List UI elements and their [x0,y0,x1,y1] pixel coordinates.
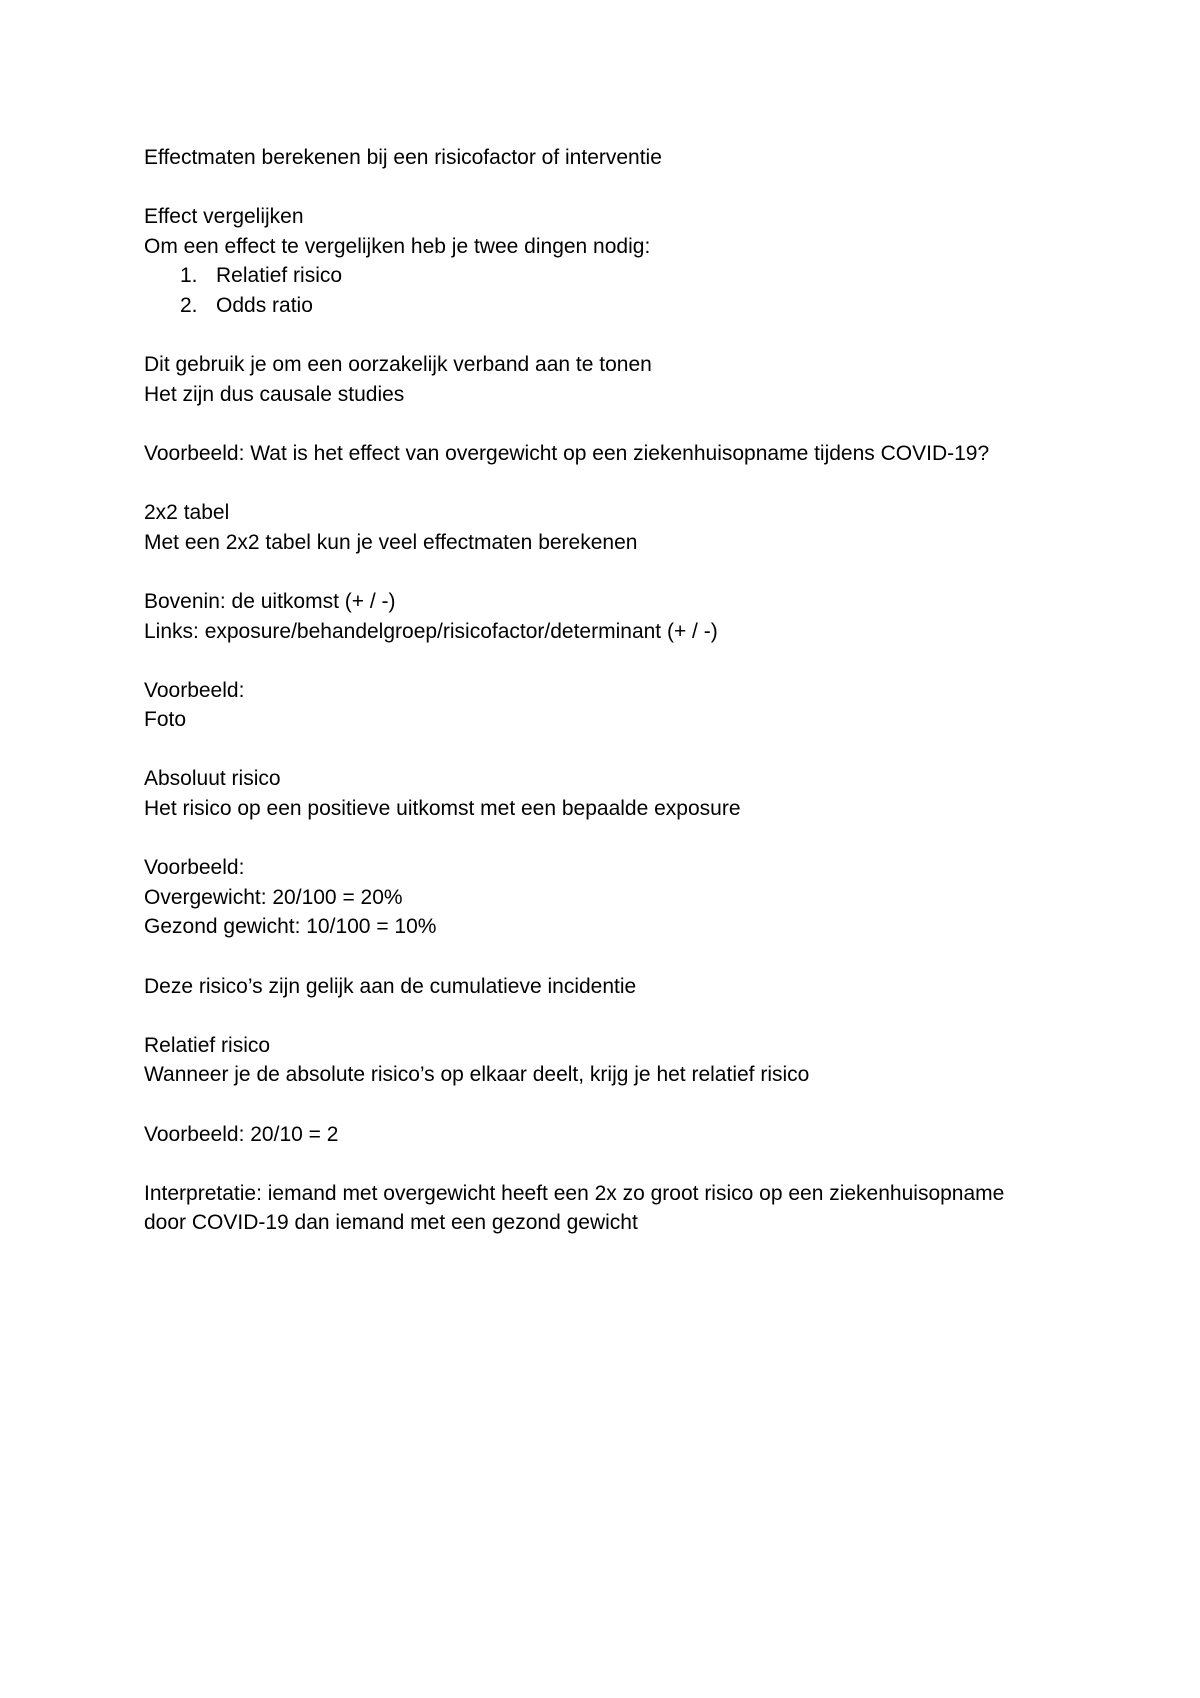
paragraph-relatief: Wanneer je de absolute risico’s op elkaar deelt, krijg je het relatief risico [144,1063,810,1087]
paragraph-interpretatie-2: door COVID-19 dan iemand met een gezond gewicht [144,1211,638,1235]
paragraph-example-question: Voorbeeld: Wat is het effect van overgewicht op een ziekenhuisopname tijdens COVID-19? [144,441,990,465]
paragraph-links: Links: exposure/behandelgroep/risicofactor/determinant (+ / -) [144,619,718,643]
list-item [144,261,1104,291]
blank-line [144,1001,1104,1031]
paragraph-relatief-example: Voorbeeld: 20/10 = 2 [144,1122,339,1146]
paragraph-interpretatie-1: Interpretatie: iemand met overgewicht heeft een 2x zo groot risico op een ziekenhuisopname [144,1181,1005,1205]
blank-line [144,173,1104,203]
numbered-list [144,261,1104,320]
paragraph-tabel: Met een 2x2 tabel kun je veel effectmaten berekenen [144,530,638,554]
paragraph-absoluut: Het risico op een positieve uitkomst met een bepaalde exposure [144,797,741,821]
paragraph-causal-2: Het zijn dus causale studies [144,382,405,406]
example-label: Voorbeeld: [144,678,245,702]
blank-line [144,1149,1104,1179]
blank-line [144,409,1104,439]
blank-line [144,646,1104,676]
blank-line [144,824,1104,854]
blank-line [144,1090,1104,1120]
list-item-text: Relatief risico [216,264,343,288]
list-item-text: Odds ratio [216,293,313,317]
blank-line [144,321,1104,351]
blank-line [144,557,1104,587]
list-item-number: 2. [180,293,198,317]
section-heading-effect-vergelijken: Effect vergelijken [144,205,304,229]
paragraph-cumulative: Deze risico’s zijn gelijk aan de cumulatieve incidentie [144,974,637,998]
section-heading-absoluut-risico: Absoluut risico [144,767,281,791]
example-label: Voorbeeld: [144,856,245,880]
section-heading-relatief-risico: Relatief risico [144,1033,271,1057]
list-item [144,291,1104,321]
document-title: Effectmaten berekenen bij een risicofactor of interventie [144,146,662,169]
blank-line [144,735,1104,765]
document-body [144,143,1104,1238]
blank-line [144,942,1104,972]
paragraph-bovenin: Bovenin: de uitkomst (+ / -) [144,589,396,613]
paragraph-gezond-gewicht: Gezond gewicht: 10/100 = 10% [144,915,437,939]
paragraph-causal-1: Dit gebruik je om een oorzakelijk verband aan te tonen [144,353,652,377]
section-heading-2x2-tabel: 2x2 tabel [144,501,230,525]
paragraph-intro: Om een effect te vergelijken heb je twee dingen nodig: [144,234,651,258]
blank-line [144,469,1104,499]
list-item-number: 1. [180,264,198,288]
paragraph-foto: Foto [144,708,187,732]
paragraph-overgewicht: Overgewicht: 20/100 = 20% [144,885,403,909]
